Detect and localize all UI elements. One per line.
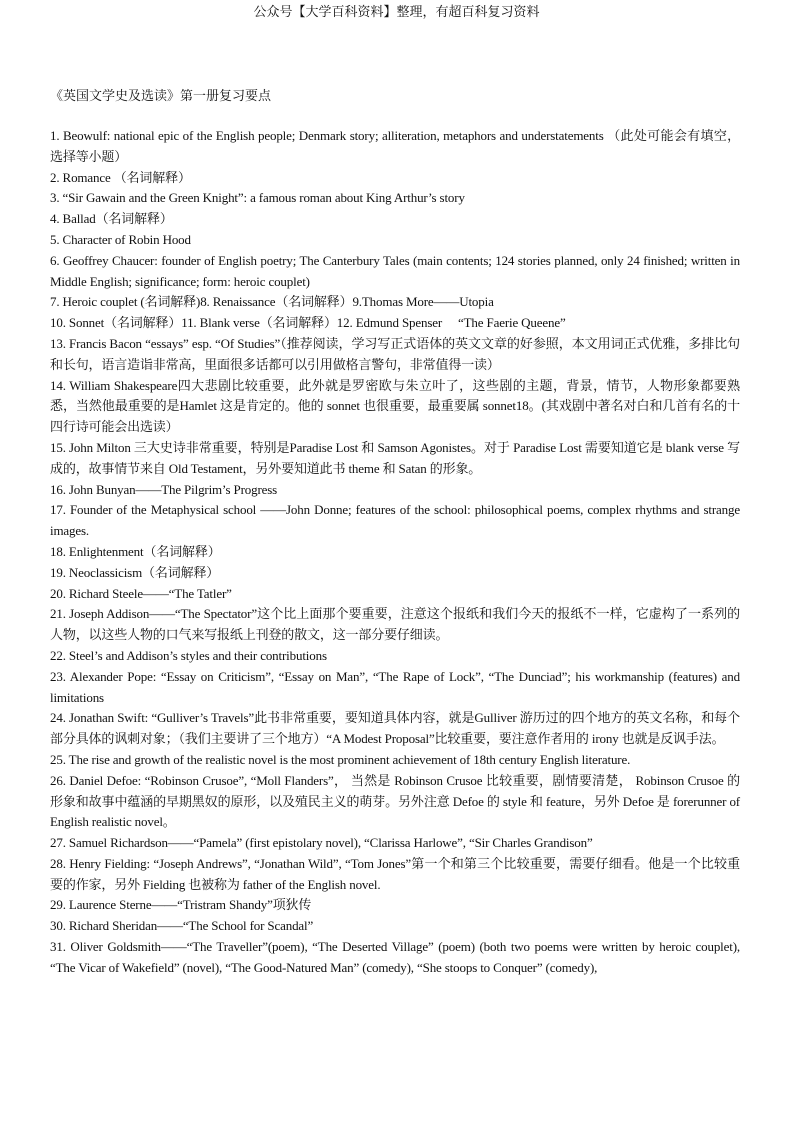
review-point-item: 29. Laurence Sterne——“Tristram Shandy”项狄传 [50, 897, 312, 913]
review-point-item: 6. Geoffrey Chaucer: founder of English poetry; The Canterbury Tales (main contents; 124 stories planned, only 24 finished; written in Middle English; significance; form: heroic couplet) [50, 252, 740, 289]
review-point-item: 15. John Milton 三大史诗非常重要，特别是Paradise Lost 和 Samson Agonistes。对于 Paradise Lost 需要知道它是 blank verse 写成的，故事情节来自 Old Testament，另外要知道此书 theme 和 Satan 的形象。 [50, 439, 740, 476]
review-point-item: 20. Richard Steele——“The Tatler” [50, 585, 232, 601]
review-point-item: 4. Ballad（名词解释） [50, 211, 173, 227]
review-point-item: 13. Francis Bacon “essays” esp. “Of Studies”（推荐阅读，学习写正式语体的英文文章的好参照，本文用词正式优雅，多排比句和长句，语言造诣非常高，里面很多话都可以引用做格言警句，非常值得一读） [50, 335, 740, 372]
review-point-item: 10. Sonnet（名词解释）11. Blank verse（名词解释）12. Edmund Spenser “The Faerie Queene” [50, 315, 566, 331]
review-point-item: 1. Beowulf: national epic of the English people; Denmark story; alliteration, metaphors and understatements （此处可能会有填空，选择等小题） [50, 128, 740, 164]
review-point-item: 25. The rise and growth of the realistic novel is the most prominent achievement of 18th century English literature. [50, 751, 631, 767]
review-point-item: 24. Jonathan Swift: “Gulliver’s Travels”此书非常重要，要知道具体内容，就是Gulliver 游历过的四个地方的英文名称，和每个部分具体的讽刺对象；（我们主要讲了三个地方）“A Modest Proposal”比较重要，要注意作者用的 irony 也就是反讽手法。 [50, 710, 740, 747]
page-header: 公众号【大学百科资料】整理，有超百科复习资料 [253, 4, 540, 19]
review-point-item: 16. John Bunyan——The Pilgrim’s Progress [50, 481, 278, 497]
review-point-item: 31. Oliver Goldsmith——“The Traveller”(poem), “The Deserted Village” (poem) (both two poems were written by heroic couplet), “The Vicar of Wakefield” (novel), “The Good-Natured Man” (comedy), “She stoops to Conquer” (comedy), [50, 939, 740, 975]
review-point-item: 18. Enlightenment（名词解释） [50, 543, 221, 559]
review-point-item: 3. “Sir Gawain and the Green Knight”: a famous roman about King Arthur’s story [50, 190, 465, 206]
review-point-item: 26. Daniel Defoe: “Robinson Crusoe”, “Moll Flanders”， 当然是 Robinson Crusoe 比较重要，剧情要清楚， Robinson Crusoe 的形象和故事中蕴涵的早期黑奴的原形，以及殖民主义的萌芽。另外注意 Defoe 的 style 和 feature，另外 Defoe 是 forerunner of English realistic novel。 [50, 772, 740, 830]
review-point-item: 14. William Shakespeare四大悲剧比较重要，此外就是罗密欧与朱立叶了，这些剧的主题，背景，情节，人物形象都要熟悉，当然他最重要的是Hamlet 这是肯定的。他的 sonnet 也很重要，最重要属 sonnet18。(其戏剧中著名对白和几首有名的十四行诗可能会出选读） [50, 377, 740, 435]
review-point-item: 28. Henry Fielding: “Joseph Andrews”, “Jonathan Wild”, “Tom Jones”第一个和第三个比较重要，需要仔细看。他是一个比较重要的作家，另外 Fielding 也被称为 father of the English novel. [50, 855, 740, 892]
review-point-item: 5. Character of Robin Hood [50, 231, 191, 247]
review-point-item: 27. Samuel Richardson——“Pamela” (first epistolary novel), “Clarissa Harlowe”, “Sir Charles Grandison” [50, 835, 593, 851]
review-point-item: 22. Steel’s and Addison’s styles and their contributions [50, 647, 327, 663]
review-point-item: 19. Neoclassicism（名词解释） [50, 564, 220, 580]
review-point-item: 17. Founder of the Metaphysical school ——John Donne; features of the school: philosophical poems, complex rhythms and strange images. [50, 502, 740, 539]
review-points-list [50, 126, 740, 979]
review-point-item: 23. Alexander Pope: “Essay on Criticism”, “Essay on Man”, “The Rape of Lock”, “The Dunciad”; his workmanship (features) and limitations [50, 668, 740, 705]
review-point-item: 30. Richard Sheridan——“The School for Scandal” [50, 918, 314, 934]
document-title: 《英国文学史及选读》第一册复习要点 [50, 88, 272, 103]
review-point-item: 2. Romance （名词解释） [50, 169, 191, 185]
review-point-item: 7. Heroic couplet (名词解释)8. Renaissance（名词解释）9.Thomas More——Utopia [50, 294, 494, 310]
review-point-item: 21. Joseph Addison——“The Spectator”这个比上面那个要重要，注意这个报纸和我们今天的报纸不一样，它虚构了一系列的人物，以这些人物的口气来写报纸上刊登的散文，这一部分要仔细读。 [50, 606, 740, 643]
